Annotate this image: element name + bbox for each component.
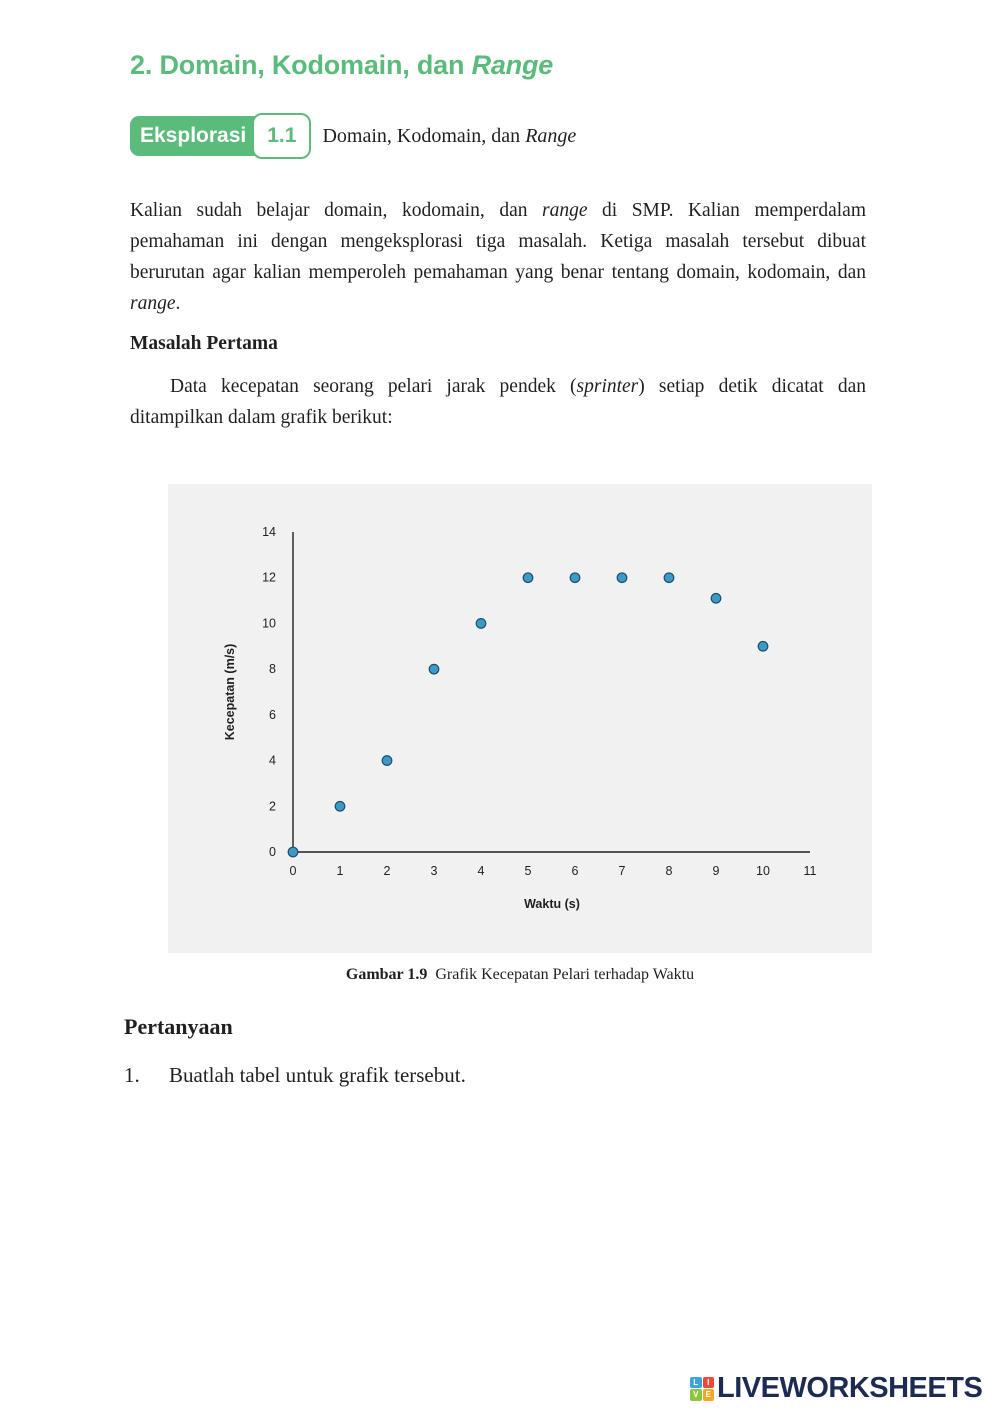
exploration-box (130, 113, 576, 159)
x-tick-label: 3 (430, 864, 438, 878)
intro-text-3: . (175, 293, 181, 314)
y-tick-label: 2 (269, 799, 276, 814)
data-points (288, 573, 768, 857)
liveworksheets-logo-icon (690, 1377, 714, 1401)
y-tick-labels (262, 525, 276, 859)
chart-panel (168, 484, 872, 953)
y-tick-label: 12 (262, 570, 276, 585)
x-tick-label: 7 (618, 864, 626, 878)
y-tick-label: 10 (262, 616, 276, 631)
problem-paragraph (130, 371, 866, 433)
exploration-caption-italic: Range (525, 124, 577, 147)
speed-time-chart (168, 484, 872, 953)
x-tick-label: 4 (477, 864, 485, 878)
question-item (124, 1063, 466, 1088)
question-number: 1. (124, 1063, 140, 1087)
x-tick-label: 1 (336, 864, 344, 878)
questions-heading: Pertanyaan (124, 1014, 233, 1039)
data-point (711, 593, 721, 603)
data-point (523, 573, 533, 583)
data-point (617, 573, 627, 583)
logo-letter-e: E (703, 1389, 715, 1401)
y-axis-label: Kecepatan (m/s) (223, 643, 237, 741)
section-title (130, 50, 553, 81)
y-tick-label: 6 (269, 707, 276, 722)
x-tick-label: 8 (665, 864, 673, 878)
data-point (288, 847, 298, 857)
logo-letter-i: I (703, 1377, 715, 1389)
data-point (429, 664, 439, 674)
problem-text-1: Data kecepatan seorang pelari jarak pendek ( (170, 376, 577, 397)
x-tick-label: 0 (289, 864, 297, 878)
y-tick-label: 0 (269, 845, 276, 859)
intro-italic-1: range (542, 200, 588, 221)
logo-letter-v: V (690, 1389, 702, 1401)
section-number: 2. (130, 50, 153, 80)
x-tick-label: 5 (524, 864, 532, 878)
data-point (335, 801, 345, 811)
liveworksheets-brand (690, 1372, 982, 1405)
intro-paragraph (130, 195, 866, 319)
section-title-text: Domain, Kodomain, dan (159, 50, 465, 80)
problem-text-2: ) setiap detik dicatat dan ditampilkan dalam grafik berikut: (130, 376, 867, 428)
exploration-caption-text: Domain, Kodomain, dan (322, 124, 521, 147)
intro-text-1: Kalian sudah belajar domain, kodomain, dan (130, 200, 528, 221)
x-tick-label: 10 (756, 864, 770, 878)
data-point (570, 573, 580, 583)
data-point (476, 619, 486, 629)
problem-italic: sprinter (576, 376, 639, 397)
x-tick-label: 11 (803, 864, 817, 878)
intro-italic-2: range (130, 293, 176, 314)
question-text: Buatlah tabel untuk grafik tersebut. (169, 1063, 466, 1087)
exploration-number: 1.1 (252, 113, 311, 159)
x-tick-label: 9 (712, 864, 720, 878)
y-tick-label: 4 (269, 753, 276, 768)
section-title-italic: Range (471, 50, 554, 80)
data-point (382, 756, 392, 766)
exploration-tag: Eksplorasi (130, 116, 258, 156)
x-tick-label: 2 (383, 864, 391, 878)
x-axis-label: Waktu (s) (524, 897, 580, 911)
data-point (664, 573, 674, 583)
figure-caption-text: Grafik Kecepatan Pelari terhadap Waktu (435, 966, 695, 983)
figure-label: Gambar 1.9 (345, 966, 428, 983)
y-tick-label: 14 (262, 525, 276, 539)
data-point (758, 641, 768, 651)
intro-text-2: di SMP. Kalian memperdalam pemahaman ini dengan mengeksplorasi tiga masalah. Ketiga masalah tersebut dibuat berurutan agar kalian memperoleh pemahaman yang benar tentang domain, kodomain, dan (130, 200, 866, 283)
logo-letter-l: L (690, 1377, 702, 1389)
x-tick-label: 6 (571, 864, 579, 878)
y-tick-label: 8 (269, 662, 276, 677)
liveworksheets-name: LIVEWORKSHEETS (717, 1372, 983, 1404)
figure-caption (168, 966, 872, 984)
exploration-caption (322, 125, 576, 148)
x-tick-labels (290, 864, 817, 878)
problem-heading: Masalah Pertama (130, 333, 278, 354)
